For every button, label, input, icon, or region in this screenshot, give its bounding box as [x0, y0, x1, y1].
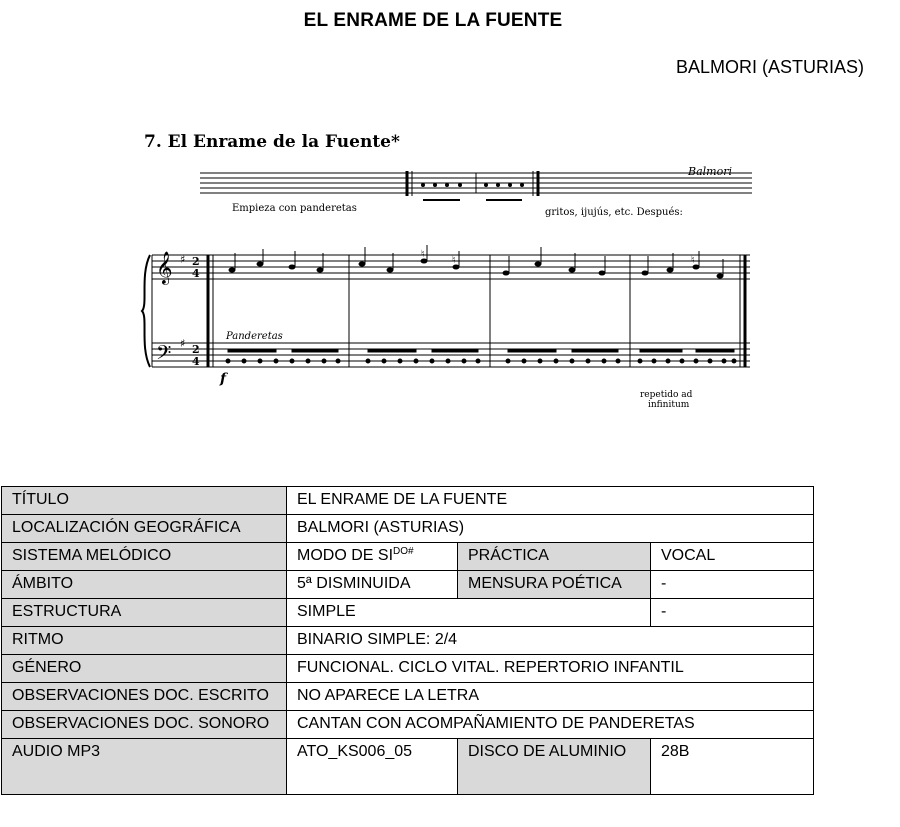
score-ending-note-1: repetido ad: [640, 390, 693, 400]
practica-value: VOCAL: [651, 543, 814, 571]
disco-value: 28B: [651, 739, 814, 795]
svg-text:♮: ♮: [691, 255, 695, 266]
table-row: [2, 487, 814, 515]
location-heading: BALMORI (ASTURIAS): [675, 57, 864, 77]
svg-text:♯: ♯: [180, 253, 186, 266]
table-row: [2, 655, 814, 683]
svg-text:𝄞: 𝄞: [156, 251, 173, 284]
ambito-label: ÁMBITO: [2, 571, 287, 599]
table-row: [2, 599, 814, 627]
svg-text:♮: ♮: [421, 249, 425, 260]
score-composer: Balmori: [688, 165, 732, 178]
sistema-label: SISTEMA MELÓDICO: [2, 543, 287, 571]
estructura-value: SIMPLE: [287, 599, 651, 627]
table-row: [2, 683, 814, 711]
titulo-value: EL ENRAME DE LA FUENTE: [287, 487, 814, 515]
ritmo-value: BINARIO SIMPLE: 2/4: [287, 627, 814, 655]
metadata-table: [1, 486, 814, 795]
genero-label: GÉNERO: [2, 655, 287, 683]
audio-label: AUDIO MP3: [2, 739, 287, 795]
obs-escrito-label: OBSERVACIONES DOC. ESCRITO: [2, 683, 287, 711]
score-shout-note: gritos, ijujús, etc. Después:: [545, 207, 683, 218]
svg-text:♮: ♮: [452, 255, 456, 266]
estructura-extra: -: [651, 599, 814, 627]
score-ending-note-2: infinitum: [648, 400, 690, 410]
genero-value: FUNCIONAL. CICLO VITAL. REPERTORIO INFANTIL: [287, 655, 814, 683]
table-row: [2, 571, 814, 599]
table-row: [2, 515, 814, 543]
table-row: [2, 543, 814, 571]
svg-text:4: 4: [192, 355, 200, 368]
table-row: [2, 711, 814, 739]
obs-sonoro-value: CANTAN CON ACOMPAÑAMIENTO DE PANDERETAS: [287, 711, 814, 739]
mensura-value: -: [651, 571, 814, 599]
localizacion-value: BALMORI (ASTURIAS): [287, 515, 814, 543]
obs-escrito-value: NO APARECE LA LETRA: [287, 683, 814, 711]
music-score-image: [140, 125, 760, 425]
table-row: [2, 739, 814, 795]
estructura-label: ESTRUCTURA: [2, 599, 287, 627]
disco-label: DISCO DE ALUMINIO: [458, 739, 651, 795]
score-dynamic: f: [220, 371, 227, 387]
document-title: EL ENRAME DE LA FUENTE: [303, 10, 563, 31]
mensura-label: MENSURA POÉTICA: [458, 571, 651, 599]
audio-value: ATO_KS006_05: [287, 739, 458, 795]
ambito-value: 5ª DISMINUIDA: [287, 571, 458, 599]
score-percussion-label: Panderetas: [226, 331, 283, 342]
svg-text:2: 2: [192, 255, 200, 268]
localizacion-label: LOCALIZACIÓN GEOGRÁFICA: [2, 515, 287, 543]
obs-sonoro-label: OBSERVACIONES DOC. SONORO: [2, 711, 287, 739]
svg-text:𝄢: 𝄢: [156, 341, 172, 369]
titulo-label: TÍTULO: [2, 487, 287, 515]
score-intro-note: Empieza con panderetas: [232, 203, 357, 214]
ritmo-label: RITMO: [2, 627, 287, 655]
sistema-cell: [287, 543, 458, 571]
sistema-value: MODO DE SI: [297, 547, 394, 564]
svg-text:4: 4: [192, 267, 200, 280]
svg-text:♯: ♯: [180, 337, 186, 350]
table-row: [2, 627, 814, 655]
practica-label: PRÁCTICA: [458, 543, 651, 571]
sistema-sup: DO#: [393, 546, 414, 557]
score-heading: 7. El Enrame de la Fuente*: [144, 132, 400, 152]
svg-text:2: 2: [192, 343, 200, 356]
